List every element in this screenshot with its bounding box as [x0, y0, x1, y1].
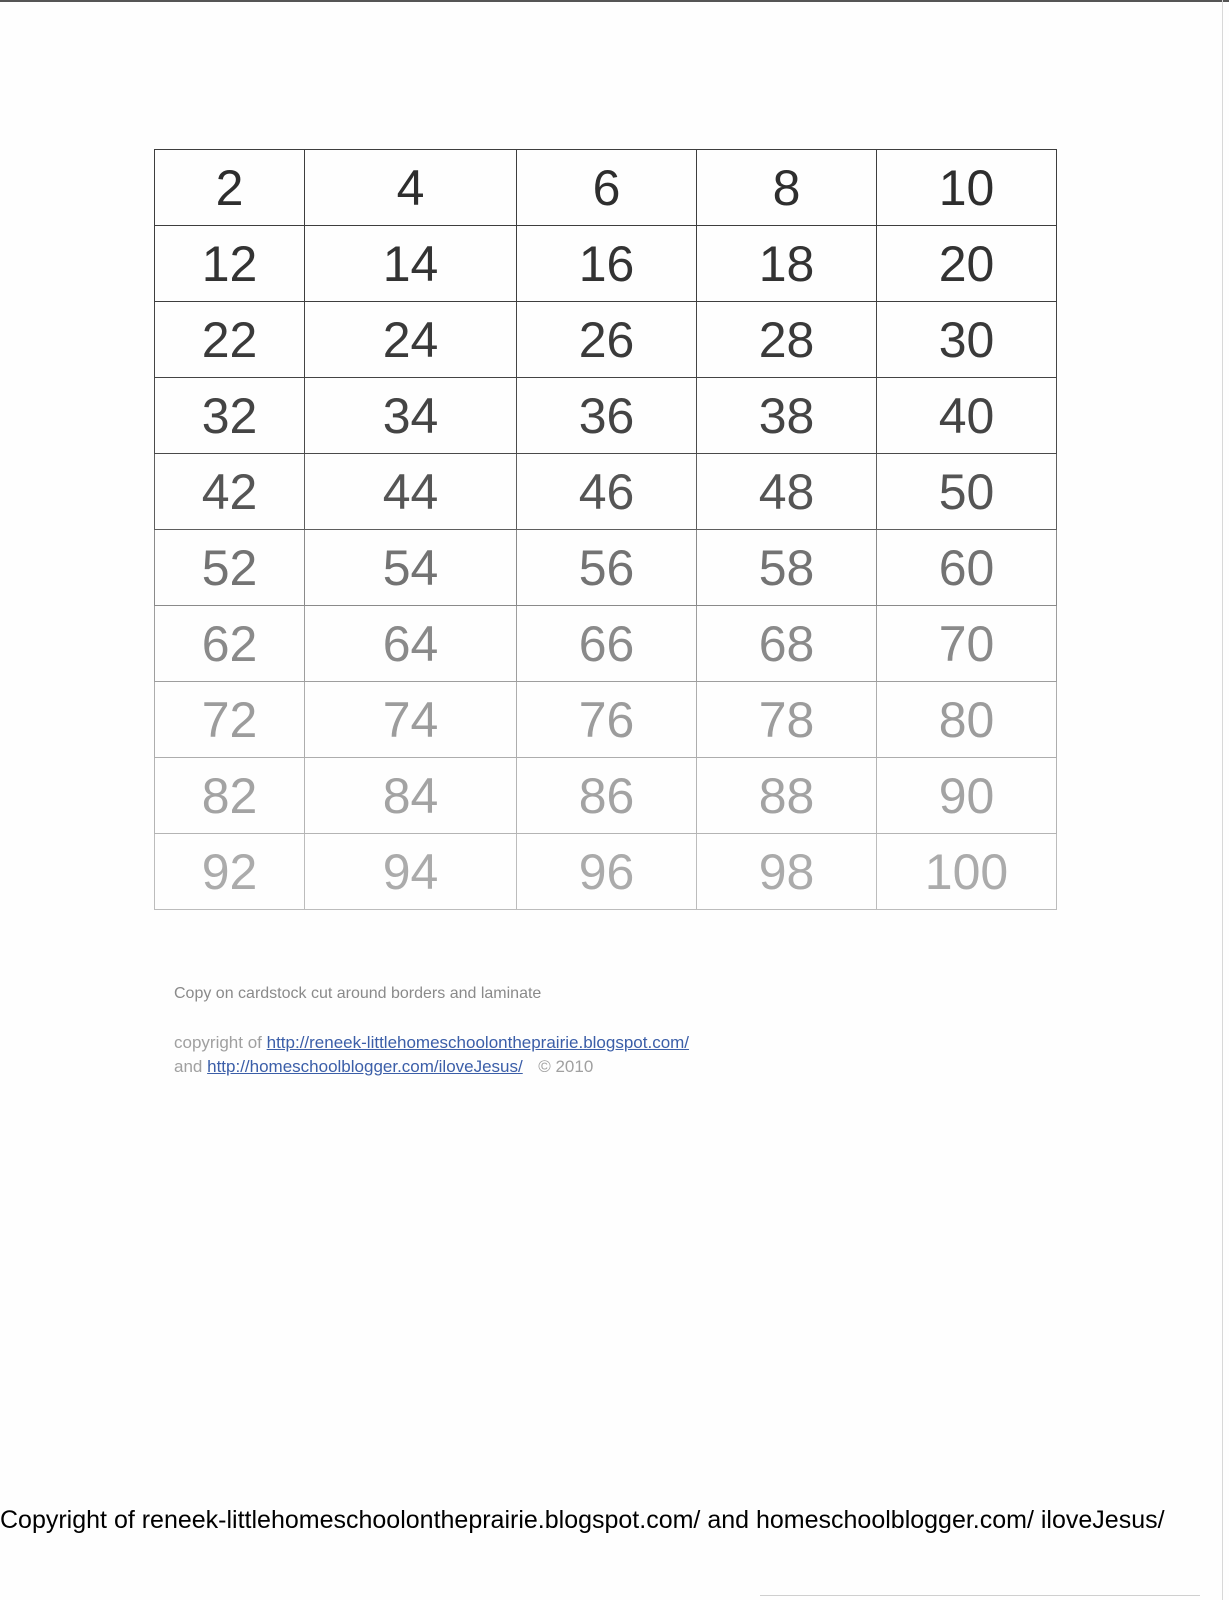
credit-line-1: [174, 1031, 689, 1055]
number-cell: 56: [517, 530, 697, 606]
number-cell: 36: [517, 378, 697, 454]
grid-row: [155, 758, 1057, 834]
footer-copyright: Copyright of reneek-littlehomeschoolontheprairie.blogspot.com/ and homeschoolblogger.com/ iloveJesus/: [0, 1506, 1165, 1534]
number-cell: 10: [877, 150, 1057, 226]
number-cell: 64: [305, 606, 517, 682]
number-cell: 78: [697, 682, 877, 758]
number-cell: 34: [305, 378, 517, 454]
number-cell: 2: [155, 150, 305, 226]
number-cell: 4: [305, 150, 517, 226]
grid-row: [155, 834, 1057, 910]
number-cell: 100: [877, 834, 1057, 910]
bottom-scan-edge: [760, 1595, 1200, 1596]
number-cell: 98: [697, 834, 877, 910]
number-cell: 48: [697, 454, 877, 530]
number-cell: 94: [305, 834, 517, 910]
credit-line-2: [174, 1055, 689, 1079]
grid-row: [155, 302, 1057, 378]
number-cell: 12: [155, 226, 305, 302]
number-cell: 6: [517, 150, 697, 226]
number-cell: 76: [517, 682, 697, 758]
credit-prefix-1: copyright of: [174, 1033, 262, 1052]
number-cell: 26: [517, 302, 697, 378]
copyright-credits: [174, 1031, 689, 1079]
number-cell: 88: [697, 758, 877, 834]
number-cell: 38: [697, 378, 877, 454]
number-cell: 24: [305, 302, 517, 378]
number-cell: 44: [305, 454, 517, 530]
number-cell: 58: [697, 530, 877, 606]
number-cell: 52: [155, 530, 305, 606]
number-cell: 72: [155, 682, 305, 758]
number-cell: 66: [517, 606, 697, 682]
grid-row: [155, 378, 1057, 454]
number-cell: 18: [697, 226, 877, 302]
blog-link-1[interactable]: http://reneek-littlehomeschoolontheprairie.blogspot.com/: [266, 1033, 690, 1052]
number-cell: 82: [155, 758, 305, 834]
number-cell: 84: [305, 758, 517, 834]
number-cell: 92: [155, 834, 305, 910]
grid-row: [155, 606, 1057, 682]
number-cell: 96: [517, 834, 697, 910]
number-cell: 22: [155, 302, 305, 378]
number-cell: 40: [877, 378, 1057, 454]
number-cell: 70: [877, 606, 1057, 682]
number-cell: 46: [517, 454, 697, 530]
instruction-note: Copy on cardstock cut around borders and laminate: [174, 985, 542, 1002]
number-cell: 20: [877, 226, 1057, 302]
grid-row: [155, 226, 1057, 302]
number-cell: 32: [155, 378, 305, 454]
grid-row: [155, 682, 1057, 758]
number-cell: 54: [305, 530, 517, 606]
grid-row: [155, 454, 1057, 530]
number-cell: 28: [697, 302, 877, 378]
copyright-year: © 2010: [538, 1057, 594, 1076]
number-cell: 68: [697, 606, 877, 682]
number-cell: 62: [155, 606, 305, 682]
number-cell: 30: [877, 302, 1057, 378]
number-cell: 42: [155, 454, 305, 530]
number-cell: 8: [697, 150, 877, 226]
grid-body: [155, 150, 1057, 910]
grid-row: [155, 150, 1057, 226]
top-scan-edge: [0, 0, 1229, 2]
number-cell: 50: [877, 454, 1057, 530]
blog-link-2[interactable]: http://homeschoolblogger.com/iloveJesus/: [207, 1057, 523, 1076]
number-cell: 90: [877, 758, 1057, 834]
number-cell: 86: [517, 758, 697, 834]
number-cell: 74: [305, 682, 517, 758]
right-scan-edge: [1222, 0, 1223, 1600]
number-cell: 80: [877, 682, 1057, 758]
number-cell: 16: [517, 226, 697, 302]
credit-prefix-2: and: [174, 1057, 203, 1076]
even-numbers-grid: [154, 149, 1057, 910]
number-cell: 14: [305, 226, 517, 302]
number-cell: 60: [877, 530, 1057, 606]
grid-row: [155, 530, 1057, 606]
